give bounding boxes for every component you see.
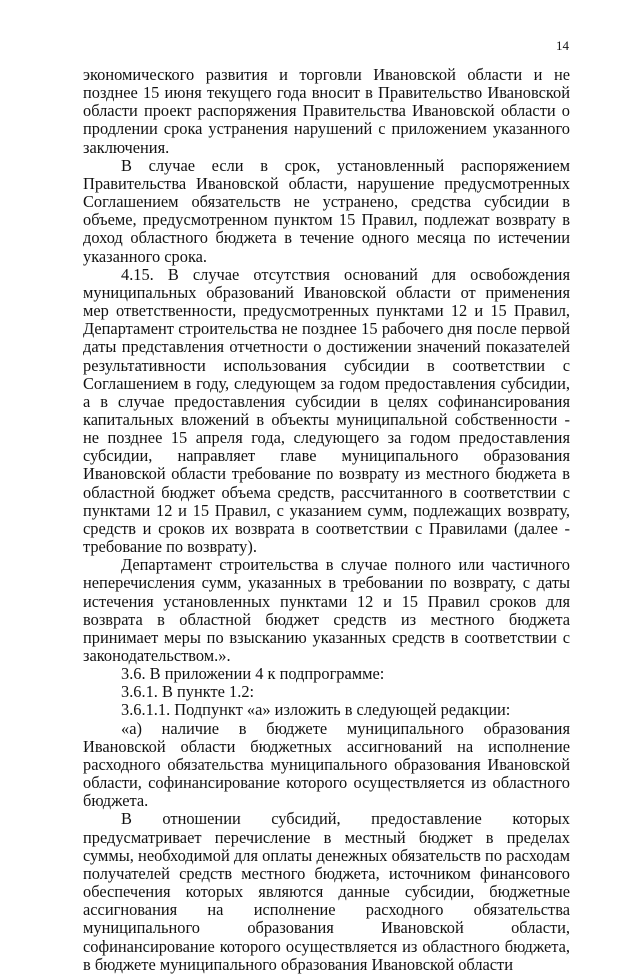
paragraph: В отношении субсидий, предоставление которых предусматривает перечисление в местный бюджет в пределах суммы, необходимой для оплаты денежных обязательств по расходам получателей средств местного бюджета, источником финансового обеспечения которых являются данные субсидии, бюджетные ассигнования на исполнение расходного обязательства муниципального образования Ивановской области, софинансирование которого осуществляется из областного бюджета, в бюджете муниципального образования Ивановской области	[83, 809, 570, 974]
paragraph: «а) наличие в бюджете муниципального образования Ивановской области бюджетных ассигнований на исполнение расходного обязательства муниципального образования Ивановской области, софинансирование которого осуществляется из областного бюджета.	[83, 718, 570, 811]
paragraph: 3.6.1. В пункте 1.2:	[121, 682, 255, 702]
paragraph: 4.15. В случае отсутствия оснований для освобождения муниципальных образований Ивановской области от применения мер ответственности, предусмотренных пунктами 12 и 15 Правил, Департамент строительства не позднее 15 рабочего дня после первой даты представления отчетности о достижении значений показателей результативности использования субсидии в соответствии с Соглашением в году, следующем за годом предоставления субсидии, а в случае предоставления субсидии в целях софинансирования капитальных вложений в объекты муниципальной собственности - не позднее 15 апреля года, следующего за годом предоставления субсидии, направляет главе муниципального образования Ивановской области требование по возврату из местного бюджета в областной бюджет объема средств, рассчитанного в соответствии с пунктами 12 и 15 Правил, с указанием сумм, подлежащих возврату, средств и сроков их возврата в соответствии с Правилами (далее - требование по возврату).	[83, 264, 570, 557]
paragraph: В случае если в срок, установленный распоряжением Правительства Ивановской области, нарушение предусмотренных Соглашением обязательств не устранено, средства субсидии в объеме, предусмотренном пунктом 15 Правил, подлежат возврату в доход областного бюджета в течение одного месяца по истечении указанного срока.	[83, 155, 570, 266]
paragraph: 3.6. В приложении 4 к подпрограмме:	[121, 664, 385, 684]
paragraph: Департамент строительства в случае полного или частичного неперечисления сумм, указанных в требовании по возврату, с даты истечения установленных пунктами 12 и 15 Правил сроков для возврата в областной бюджет средств из местного бюджета принимает меры по взысканию указанных средств в соответствии с законодательством.».	[83, 555, 570, 665]
page-number: 14	[556, 38, 569, 53]
paragraph: экономического развития и торговли Ивановской области и не позднее 15 июня текущего года вносит в Правительство Ивановской области проект распоряжения Правительства Ивановской области о продлении срока устранения нарушений с приложением указанного заключения.	[83, 65, 570, 157]
document-body	[83, 66, 570, 974]
paragraph: 3.6.1.1. Подпункт «а» изложить в следующей редакции:	[121, 700, 511, 720]
